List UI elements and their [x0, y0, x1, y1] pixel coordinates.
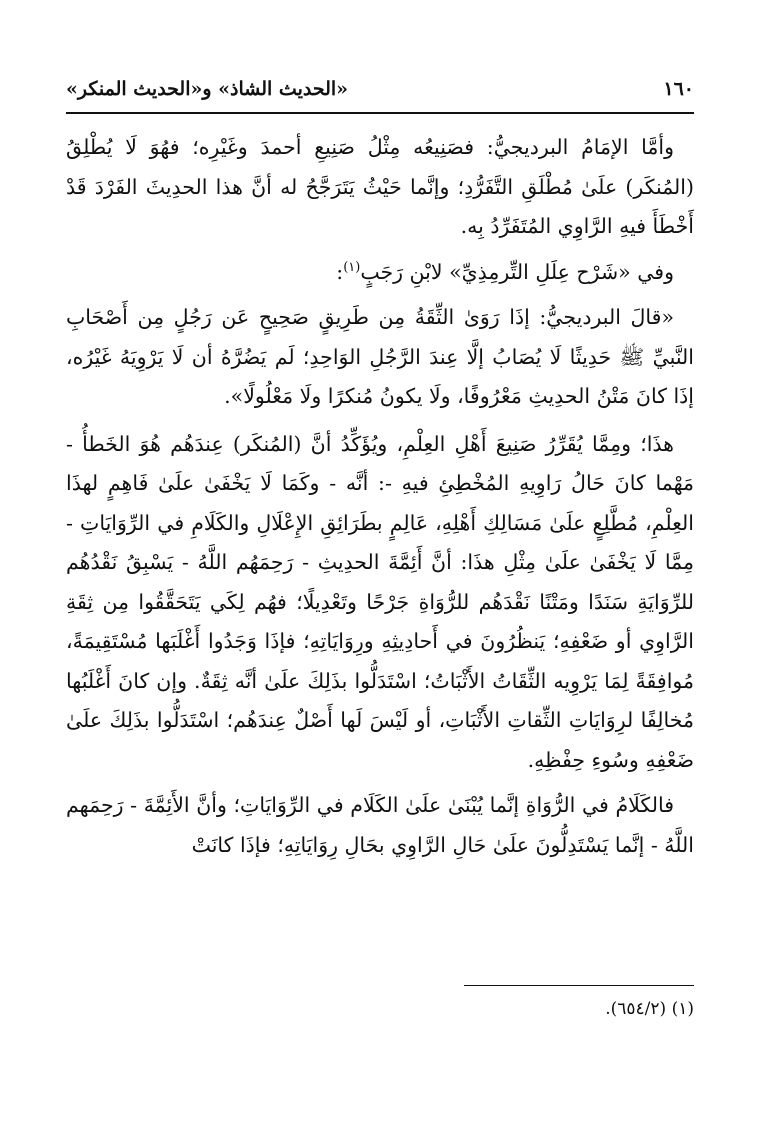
paragraph-2 — [66, 253, 694, 293]
footnote-divider — [464, 985, 694, 986]
paragraph-2-colon: : — [336, 259, 344, 284]
footnote-reference[interactable]: (١) — [343, 259, 361, 275]
paragraph-5: فالكَلَامُ في الرُّوَاةِ إنَّما يُبْنَىٰ علَىٰ الكَلَام في الرِّوَايَاتِ؛ وأنَّ الأَئِمَّةَ - رَحِمَهم اللَّهُ - إنَّما يَسْتَدِلُّونَ علَىٰ حَالِ الرَّاوِي بحَالِ رِوَايَاتِهِ؛ فإذَا كانَتْ — [66, 793, 694, 857]
paragraph-2-text: وفي «شَرْح عِلَلِ التِّرمِذِيِّ» لابْنِ رَجَبٍ — [360, 259, 674, 284]
main-text — [66, 128, 694, 871]
header-divider — [66, 112, 694, 114]
paragraph-4: هذَا؛ ومِمَّا يُقَرِّرُ صَنِيعَ أَهْلِ العِلْمِ، ويُؤَكِّدُ أنَّ (المُنكَر) عِندَهُم هُوَ الخَطأُ - مَهْما كانَ حَالُ رَاوِيهِ المُخْطِئِ فيهِ -: أنَّه - وكَمَا لَا يَخْفَىٰ علَىٰ فَاهِمٍ لهذَا العِلْمِ، مُطَّلِعٍ علَىٰ مَسَالِكِ أَهْلِهِ، عَالِمٍ بطَرَائِقِ الإِعْلَالِ والكَلَامِ في الرِّوَايَاتِ - مِمَّا لَا يَخْفَىٰ علَىٰ مِثْلِ هذَا: أنَّ أَئِمَّةَ الحدِيثِ - رَحِمَهُم اللَّهُ - يَسْبِقُ نَقْدُهُم للرِّوَايَةِ سَنَدًا ومَتْنًا نَقْدَهُم للرُّوَاةِ جَرْحًا وتَعْدِيلًا؛ فهُم لِكَي يَتَحَقَّقُوا مِن ثِقَةِ الرَّاوِي أو ضَعْفِهِ؛ يَنظُرُونَ في أَحادِيثِهِ ورِوَايَاتِهِ؛ فإذَا وَجَدُوا أَغْلَبَها مُسْتَقِيمَةً، مُوافِقَةً لِمَا يَرْوِيه الثِّقَاتُ الأَثْبَاتُ؛ اسْتَدَلُّوا بذَلِكَ علَىٰ أنَّه ثِقَةٌ. وإن كانَ أَغْلَبُها مُخالِفًا لرِوَايَاتِ الثِّقاتِ الأَثْبَاتِ، أو لَيْسَ لَها أَصْلٌ عِندَهُم؛ اسْتَدَلُّوا بذَلِكَ علَىٰ ضَعْفِهِ وسُوءِ حِفْظِهِ. — [66, 431, 694, 772]
page-number: ١٦٠ — [663, 78, 694, 100]
running-title: «الحديث الشاذ» و«الحديث المنكر» — [66, 78, 349, 100]
page-header — [66, 74, 694, 104]
footnote-1: (١) (٦٥٤/٢). — [605, 999, 694, 1019]
quoted-passage: «قالَ البرديجيُّ: إذَا رَوَىٰ الثِّقَةُ مِن طَرِيقٍ صَحِيحٍ عَن رَجُلٍ مِن أَصْحَابِ النَّبيِّ ﷺ حَدِيثًا لَا يُصَابُ إلَّا عِندَ الرَّجُلِ الوَاحِدِ؛ لَم يَضُرَّهُ أن لَا يَرْوِيَهُ غَيْرُه، إذَا كانَ مَتْنُ الحدِيثِ مَعْرُوفًا، ولَا يكونُ مُنكرًا ولَا مَعْلُولًا». — [66, 305, 694, 408]
paragraph-1: وأمَّا الإمَامُ البرديجيُّ: فصَنِيعُه مِثْلُ صَنِيعِ أحمدَ وغَيْرِه؛ فهُوَ لَا يُطْلِقُ (المُنكَر) علَىٰ مُطْلَقِ التَّفَرُّدِ؛ وإنَّما حَيْثُ يَتَرَجَّحُ له أنَّ هذا الحدِيثَ الفَرْدَ قَدْ أَخْطَأَ فيهِ الرَّاوِي المُتَفَرِّدُ بِه. — [66, 135, 694, 238]
